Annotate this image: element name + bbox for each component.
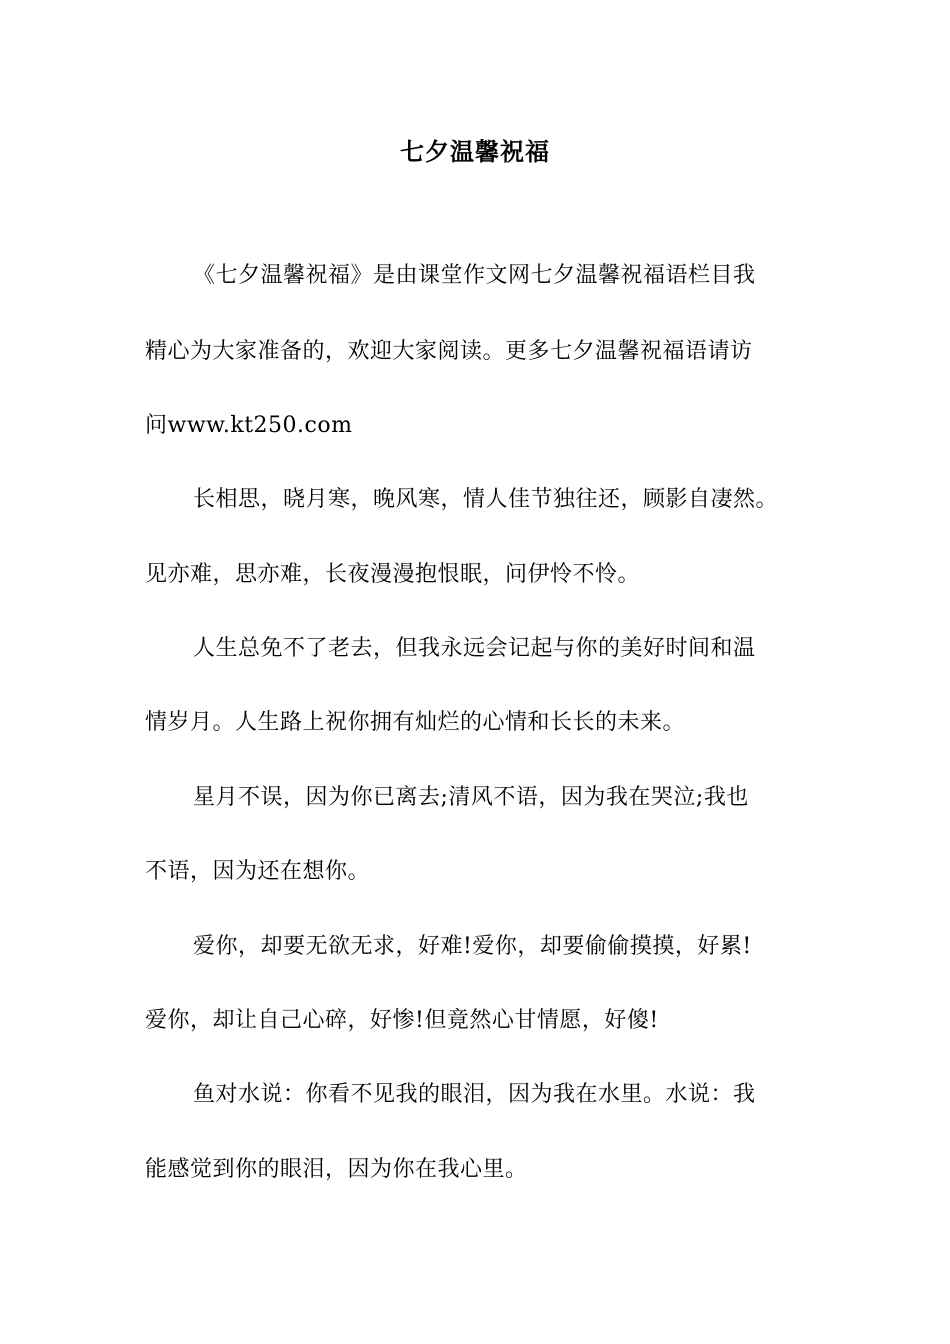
paragraph-line: 《七夕温馨祝福》是由课堂作文网七夕温馨祝福语栏目我	[193, 263, 756, 288]
paragraph-line: 鱼对水说：你看不见我的眼泪，因为我在水里。水说：我	[193, 1082, 756, 1107]
paragraph-line: 见亦难，思亦难，长夜漫漫抱恨眠，问伊怜不怜。	[145, 562, 641, 587]
paragraph-line: 情岁月。人生路上祝你拥有灿烂的心情和长长的未来。	[145, 710, 686, 735]
paragraph-line: 人生总免不了老去，但我永远会记起与你的美好时间和温	[193, 636, 756, 661]
paragraph-line: 能感觉到你的眼泪，因为你在我心里。	[145, 1157, 528, 1182]
paragraph-line: 问www.kt250.com	[145, 413, 353, 438]
paragraph-line: 星月不误，因为你已离去;清风不语，因为我在哭泣;我也	[193, 785, 749, 810]
paragraph-line: 爱你，却要无欲无求，好难!爱你，却要偷偷摸摸，好累!	[193, 934, 752, 959]
document-title: 七夕温馨祝福	[400, 137, 550, 166]
paragraph-line: 爱你，却让自己心碎，好惨!但竟然心甘情愿，好傻!	[145, 1008, 659, 1033]
paragraph-line: 不语，因为还在想你。	[145, 859, 371, 884]
paragraph-line: 长相思，晓月寒，晚风寒，情人佳节独往还，顾影自凄然。	[193, 487, 779, 512]
paragraph-line: 精心为大家准备的，欢迎大家阅读。更多七夕温馨祝福语请访	[145, 339, 753, 364]
